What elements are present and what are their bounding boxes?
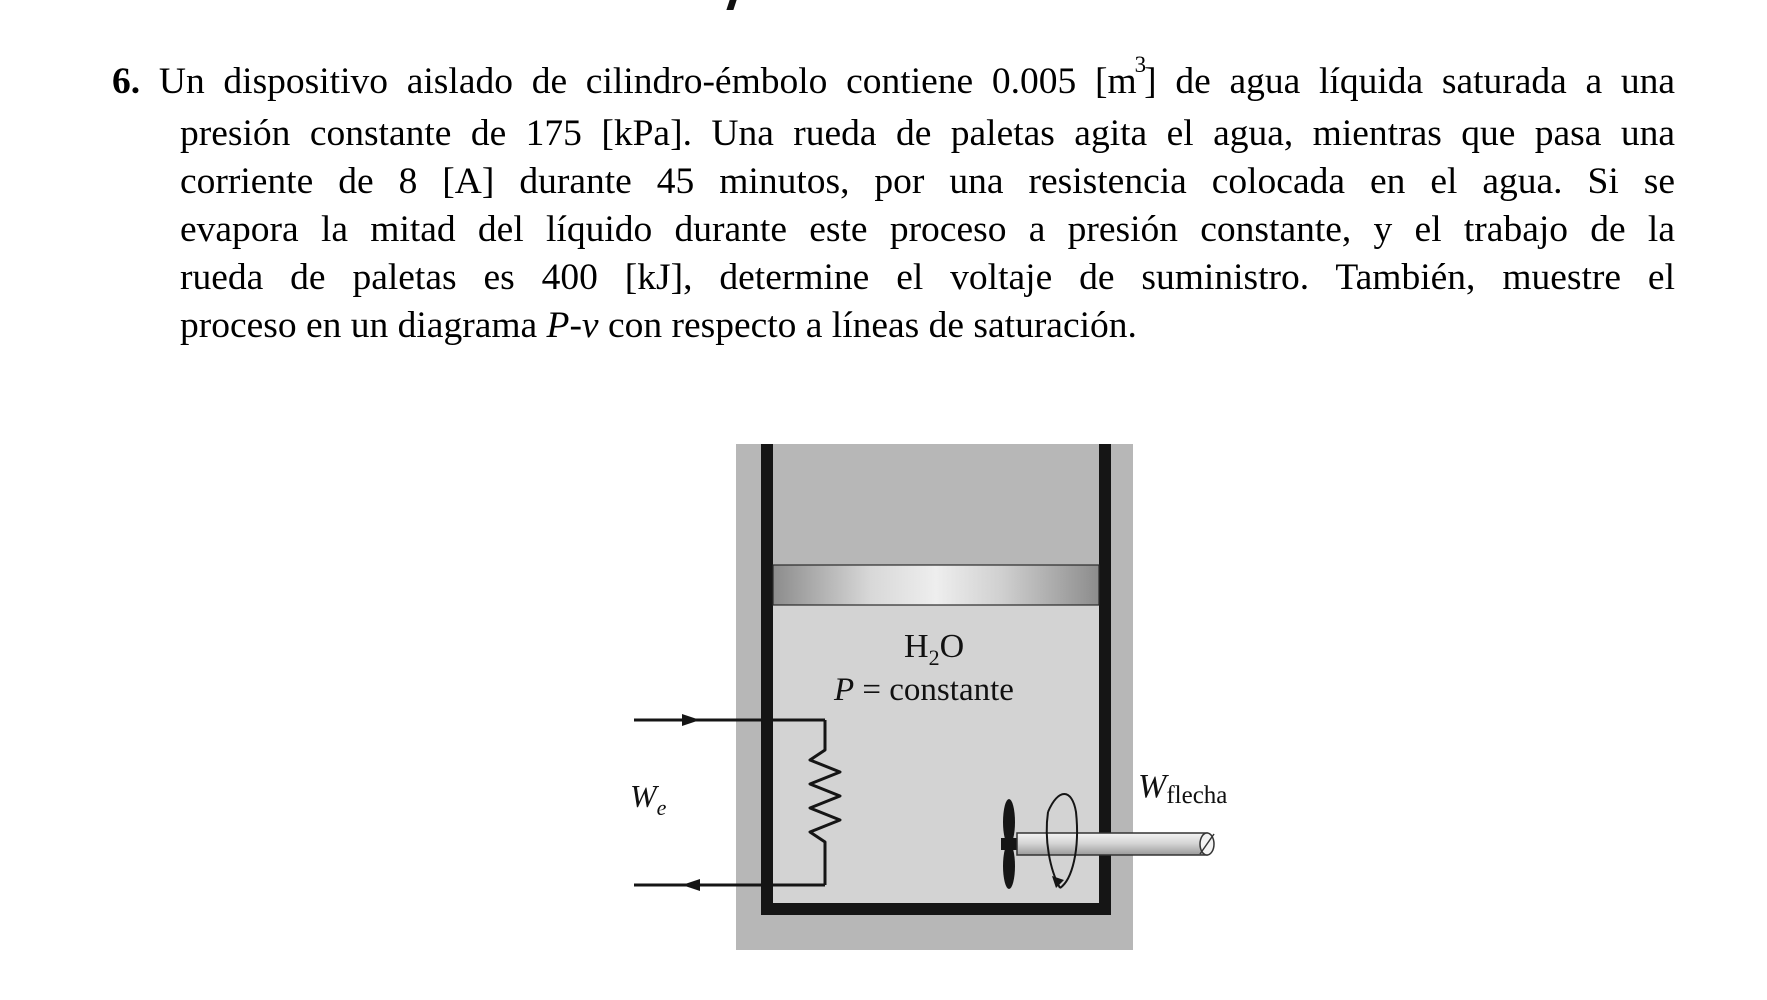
substance-subscript: 2 (928, 645, 940, 670)
problem-text-6b: con respecto a líneas de saturación. (598, 305, 1137, 346)
problem-text-1a: Un dispositivo aislado de cilindro-émbolo contiene 0.005 [m (158, 61, 1137, 102)
problem-line-2: presión constante de 175 [kPa]. Una rueda de paletas agita el agua, mientras que pasa una (180, 113, 1675, 154)
problem-line-3: corriente de 8 [A] durante 45 minutos, por una resistencia colocada en el agua. Si se (180, 161, 1675, 202)
shaft-work-symbol: W (1138, 768, 1167, 805)
electric-work-subscript: e (656, 795, 667, 820)
cylinder-wall-left (761, 444, 773, 915)
pressure-text: = constante (854, 672, 1014, 708)
problem-statement (112, 52, 1676, 350)
arrow-in-icon (682, 714, 700, 726)
substance-label (904, 628, 965, 670)
arrow-out-icon (682, 879, 700, 891)
problem-line-5: rueda de paletas es 400 [kJ], determine el voltaje de suministro. También, muestre el (180, 257, 1675, 298)
problem-text-1b: ] de agua líquida saturada a una (1144, 61, 1676, 102)
problem-line-4: evapora la mitad del líquido durante este proceso a presión constante, y el trabajo de la (180, 209, 1675, 250)
substance-o: O (939, 628, 965, 665)
pressure-variable: P (834, 672, 855, 708)
pressure-label (834, 672, 1014, 709)
problem-line-1 (112, 52, 1676, 110)
problem-line-6 (112, 302, 1675, 350)
electric-work-label (630, 778, 667, 820)
superscript-3: 3 (1134, 52, 1147, 77)
electric-work-symbol: W (630, 778, 657, 814)
paddle-hub (1001, 838, 1017, 850)
stray-ink-mark (726, 0, 736, 10)
shaft-work-subscript: flecha (1166, 782, 1228, 809)
problem-text-6a: proceso en un diagrama (180, 305, 547, 346)
shaft-work-label (1138, 768, 1228, 809)
cylinder-bottom (761, 903, 1111, 915)
problem-number: 6. (112, 61, 141, 102)
piston-cylinder-figure (620, 440, 1260, 960)
substance-h: H (904, 628, 929, 665)
shaft (1017, 833, 1207, 855)
piston (773, 565, 1099, 605)
pv-diagram-label: P-v (546, 305, 599, 346)
